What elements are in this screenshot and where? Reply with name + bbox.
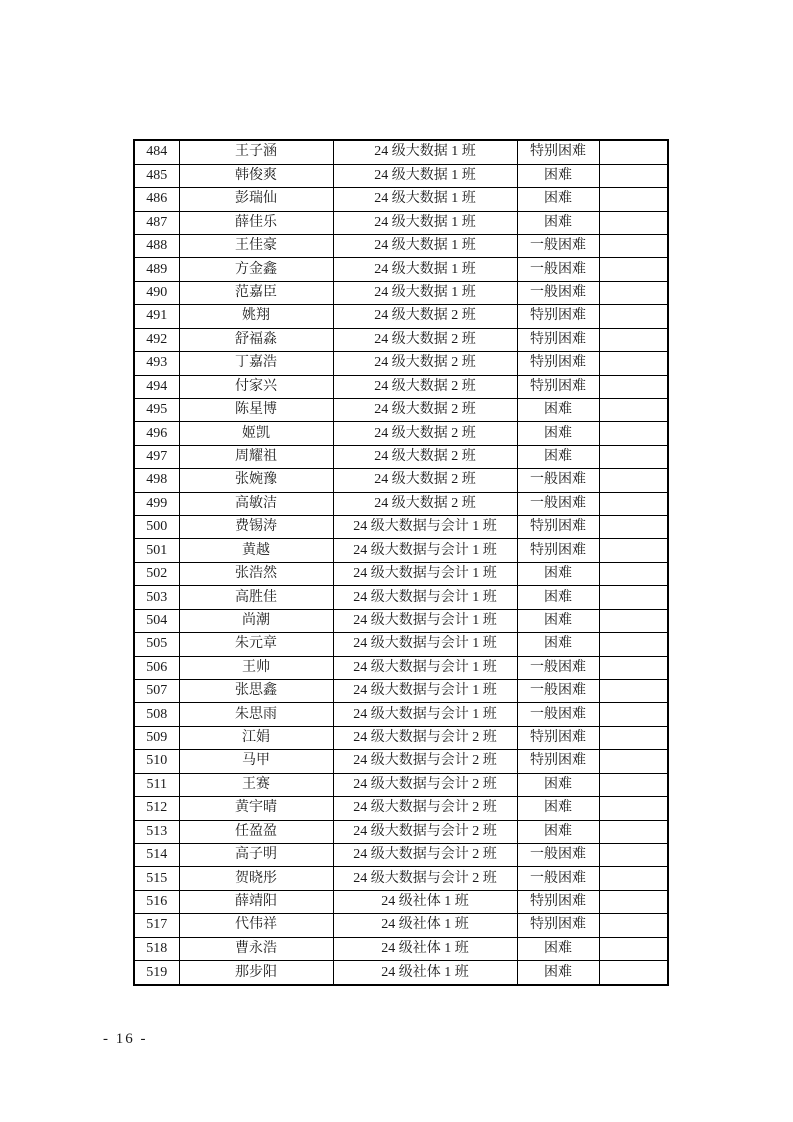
cell-difficulty-level: 困难 xyxy=(517,633,599,656)
table-row xyxy=(134,750,668,773)
cell-class-name: 24 级社体 1 班 xyxy=(333,914,517,937)
cell-serial-number: 509 xyxy=(134,726,179,749)
cell-note xyxy=(599,328,668,351)
cell-student-name: 任盈盈 xyxy=(179,820,333,843)
cell-student-name: 高敏洁 xyxy=(179,492,333,515)
cell-note xyxy=(599,890,668,913)
cell-serial-number: 484 xyxy=(134,140,179,164)
cell-serial-number: 517 xyxy=(134,914,179,937)
cell-class-name: 24 级大数据 1 班 xyxy=(333,258,517,281)
cell-difficulty-level: 困难 xyxy=(517,562,599,585)
table-row xyxy=(134,914,668,937)
cell-serial-number: 490 xyxy=(134,281,179,304)
cell-note xyxy=(599,539,668,562)
table-row xyxy=(134,352,668,375)
cell-class-name: 24 级社体 1 班 xyxy=(333,890,517,913)
cell-serial-number: 515 xyxy=(134,867,179,890)
table-row xyxy=(134,258,668,281)
cell-class-name: 24 级大数据 1 班 xyxy=(333,140,517,164)
table-row xyxy=(134,234,668,257)
cell-student-name: 陈星博 xyxy=(179,398,333,421)
cell-student-name: 王帅 xyxy=(179,656,333,679)
cell-note xyxy=(599,281,668,304)
cell-student-name: 江娟 xyxy=(179,726,333,749)
table-row xyxy=(134,188,668,211)
cell-note xyxy=(599,375,668,398)
cell-difficulty-level: 特别困难 xyxy=(517,516,599,539)
cell-class-name: 24 级大数据 1 班 xyxy=(333,164,517,187)
table-row xyxy=(134,656,668,679)
cell-student-name: 方金鑫 xyxy=(179,258,333,281)
cell-serial-number: 499 xyxy=(134,492,179,515)
cell-student-name: 丁嘉浩 xyxy=(179,352,333,375)
table-row xyxy=(134,843,668,866)
cell-student-name: 代伟祥 xyxy=(179,914,333,937)
table-row xyxy=(134,726,668,749)
cell-note xyxy=(599,211,668,234)
cell-difficulty-level: 特别困难 xyxy=(517,914,599,937)
cell-class-name: 24 级大数据与会计 2 班 xyxy=(333,820,517,843)
cell-note xyxy=(599,586,668,609)
cell-difficulty-level: 一般困难 xyxy=(517,281,599,304)
table-row xyxy=(134,703,668,726)
cell-note xyxy=(599,703,668,726)
table-row xyxy=(134,961,668,985)
cell-serial-number: 486 xyxy=(134,188,179,211)
cell-note xyxy=(599,140,668,164)
cell-serial-number: 500 xyxy=(134,516,179,539)
cell-serial-number: 510 xyxy=(134,750,179,773)
cell-class-name: 24 级大数据 2 班 xyxy=(333,305,517,328)
cell-difficulty-level: 困难 xyxy=(517,937,599,960)
cell-serial-number: 493 xyxy=(134,352,179,375)
cell-student-name: 周耀祖 xyxy=(179,445,333,468)
cell-note xyxy=(599,164,668,187)
cell-class-name: 24 级大数据与会计 1 班 xyxy=(333,539,517,562)
cell-student-name: 那步阳 xyxy=(179,961,333,985)
cell-class-name: 24 级大数据 2 班 xyxy=(333,398,517,421)
cell-difficulty-level: 一般困难 xyxy=(517,656,599,679)
cell-student-name: 韩俊爽 xyxy=(179,164,333,187)
cell-serial-number: 492 xyxy=(134,328,179,351)
cell-difficulty-level: 困难 xyxy=(517,398,599,421)
cell-class-name: 24 级大数据与会计 2 班 xyxy=(333,773,517,796)
cell-serial-number: 485 xyxy=(134,164,179,187)
cell-class-name: 24 级大数据与会计 1 班 xyxy=(333,609,517,632)
cell-difficulty-level: 一般困难 xyxy=(517,492,599,515)
cell-serial-number: 504 xyxy=(134,609,179,632)
cell-class-name: 24 级社体 1 班 xyxy=(333,961,517,985)
cell-class-name: 24 级大数据与会计 1 班 xyxy=(333,586,517,609)
cell-note xyxy=(599,843,668,866)
cell-difficulty-level: 困难 xyxy=(517,188,599,211)
table-row xyxy=(134,281,668,304)
cell-difficulty-level: 困难 xyxy=(517,445,599,468)
cell-difficulty-level: 特别困难 xyxy=(517,352,599,375)
cell-class-name: 24 级大数据 1 班 xyxy=(333,188,517,211)
cell-student-name: 尚潮 xyxy=(179,609,333,632)
cell-student-name: 贺晓彤 xyxy=(179,867,333,890)
cell-class-name: 24 级大数据 2 班 xyxy=(333,445,517,468)
cell-note xyxy=(599,726,668,749)
cell-note xyxy=(599,750,668,773)
cell-student-name: 王佳豪 xyxy=(179,234,333,257)
table-row xyxy=(134,633,668,656)
cell-difficulty-level: 特别困难 xyxy=(517,140,599,164)
cell-note xyxy=(599,352,668,375)
cell-note xyxy=(599,469,668,492)
cell-difficulty-level: 困难 xyxy=(517,422,599,445)
cell-student-name: 高子明 xyxy=(179,843,333,866)
table-row xyxy=(134,773,668,796)
cell-serial-number: 512 xyxy=(134,797,179,820)
cell-student-name: 黄越 xyxy=(179,539,333,562)
cell-difficulty-level: 一般困难 xyxy=(517,234,599,257)
cell-difficulty-level: 特别困难 xyxy=(517,375,599,398)
cell-class-name: 24 级社体 1 班 xyxy=(333,937,517,960)
cell-student-name: 费锡涛 xyxy=(179,516,333,539)
table-row xyxy=(134,164,668,187)
cell-student-name: 马甲 xyxy=(179,750,333,773)
cell-serial-number: 511 xyxy=(134,773,179,796)
cell-class-name: 24 级大数据与会计 1 班 xyxy=(333,656,517,679)
cell-serial-number: 487 xyxy=(134,211,179,234)
cell-student-name: 薛佳乐 xyxy=(179,211,333,234)
table-row xyxy=(134,609,668,632)
cell-class-name: 24 级大数据与会计 2 班 xyxy=(333,726,517,749)
cell-class-name: 24 级大数据 2 班 xyxy=(333,422,517,445)
cell-difficulty-level: 困难 xyxy=(517,211,599,234)
cell-note xyxy=(599,961,668,985)
table-row xyxy=(134,445,668,468)
table-row xyxy=(134,140,668,164)
cell-class-name: 24 级大数据 1 班 xyxy=(333,211,517,234)
cell-student-name: 彭瑞仙 xyxy=(179,188,333,211)
table-row xyxy=(134,422,668,445)
cell-serial-number: 503 xyxy=(134,586,179,609)
cell-note xyxy=(599,562,668,585)
cell-class-name: 24 级大数据 2 班 xyxy=(333,492,517,515)
cell-serial-number: 516 xyxy=(134,890,179,913)
cell-class-name: 24 级大数据与会计 2 班 xyxy=(333,750,517,773)
cell-class-name: 24 级大数据 2 班 xyxy=(333,328,517,351)
cell-difficulty-level: 特别困难 xyxy=(517,890,599,913)
table-row xyxy=(134,586,668,609)
cell-difficulty-level: 一般困难 xyxy=(517,469,599,492)
cell-student-name: 王子涵 xyxy=(179,140,333,164)
cell-serial-number: 494 xyxy=(134,375,179,398)
cell-note xyxy=(599,516,668,539)
cell-serial-number: 518 xyxy=(134,937,179,960)
cell-serial-number: 506 xyxy=(134,656,179,679)
cell-serial-number: 513 xyxy=(134,820,179,843)
cell-difficulty-level: 特别困难 xyxy=(517,750,599,773)
cell-class-name: 24 级大数据 2 班 xyxy=(333,352,517,375)
cell-difficulty-level: 一般困难 xyxy=(517,867,599,890)
table-row xyxy=(134,375,668,398)
cell-student-name: 朱元章 xyxy=(179,633,333,656)
cell-note xyxy=(599,398,668,421)
cell-class-name: 24 级大数据 2 班 xyxy=(333,375,517,398)
cell-serial-number: 501 xyxy=(134,539,179,562)
cell-student-name: 朱思雨 xyxy=(179,703,333,726)
table-row xyxy=(134,469,668,492)
cell-difficulty-level: 特别困难 xyxy=(517,328,599,351)
cell-difficulty-level: 困难 xyxy=(517,773,599,796)
cell-serial-number: 514 xyxy=(134,843,179,866)
cell-note xyxy=(599,609,668,632)
student-aid-table-body xyxy=(134,140,668,985)
cell-student-name: 范嘉臣 xyxy=(179,281,333,304)
cell-class-name: 24 级大数据与会计 1 班 xyxy=(333,633,517,656)
cell-difficulty-level: 特别困难 xyxy=(517,305,599,328)
cell-student-name: 付家兴 xyxy=(179,375,333,398)
cell-serial-number: 505 xyxy=(134,633,179,656)
table-row xyxy=(134,867,668,890)
table-row xyxy=(134,562,668,585)
cell-note xyxy=(599,305,668,328)
page-number: - 16 - xyxy=(103,1031,148,1047)
cell-note xyxy=(599,492,668,515)
table-row xyxy=(134,398,668,421)
cell-student-name: 黄宇晴 xyxy=(179,797,333,820)
table-row xyxy=(134,820,668,843)
table-row xyxy=(134,890,668,913)
cell-note xyxy=(599,679,668,702)
cell-class-name: 24 级大数据 2 班 xyxy=(333,469,517,492)
cell-serial-number: 507 xyxy=(134,679,179,702)
cell-note xyxy=(599,188,668,211)
cell-class-name: 24 级大数据与会计 2 班 xyxy=(333,797,517,820)
cell-note xyxy=(599,422,668,445)
cell-class-name: 24 级大数据与会计 2 班 xyxy=(333,867,517,890)
cell-student-name: 高胜佳 xyxy=(179,586,333,609)
cell-student-name: 姬凯 xyxy=(179,422,333,445)
cell-student-name: 舒福淼 xyxy=(179,328,333,351)
cell-serial-number: 502 xyxy=(134,562,179,585)
cell-difficulty-level: 困难 xyxy=(517,609,599,632)
cell-serial-number: 519 xyxy=(134,961,179,985)
cell-difficulty-level: 困难 xyxy=(517,164,599,187)
cell-difficulty-level: 一般困难 xyxy=(517,703,599,726)
cell-difficulty-level: 困难 xyxy=(517,820,599,843)
cell-serial-number: 497 xyxy=(134,445,179,468)
cell-difficulty-level: 困难 xyxy=(517,797,599,820)
cell-serial-number: 488 xyxy=(134,234,179,257)
cell-student-name: 张婉豫 xyxy=(179,469,333,492)
cell-class-name: 24 级大数据与会计 2 班 xyxy=(333,843,517,866)
table-row xyxy=(134,937,668,960)
cell-note xyxy=(599,914,668,937)
cell-student-name: 姚翔 xyxy=(179,305,333,328)
cell-note xyxy=(599,445,668,468)
cell-serial-number: 491 xyxy=(134,305,179,328)
cell-serial-number: 495 xyxy=(134,398,179,421)
cell-difficulty-level: 困难 xyxy=(517,961,599,985)
table-row xyxy=(134,516,668,539)
cell-note xyxy=(599,937,668,960)
cell-student-name: 张思鑫 xyxy=(179,679,333,702)
cell-note xyxy=(599,797,668,820)
cell-note xyxy=(599,820,668,843)
cell-serial-number: 508 xyxy=(134,703,179,726)
cell-class-name: 24 级大数据与会计 1 班 xyxy=(333,679,517,702)
table-row xyxy=(134,328,668,351)
cell-student-name: 薛靖阳 xyxy=(179,890,333,913)
cell-difficulty-level: 特别困难 xyxy=(517,726,599,749)
cell-difficulty-level: 困难 xyxy=(517,586,599,609)
table-row xyxy=(134,492,668,515)
cell-class-name: 24 级大数据 1 班 xyxy=(333,234,517,257)
table-row xyxy=(134,797,668,820)
cell-serial-number: 496 xyxy=(134,422,179,445)
cell-serial-number: 489 xyxy=(134,258,179,281)
cell-student-name: 张浩然 xyxy=(179,562,333,585)
cell-student-name: 王赛 xyxy=(179,773,333,796)
cell-note xyxy=(599,258,668,281)
cell-difficulty-level: 特别困难 xyxy=(517,539,599,562)
table-row xyxy=(134,211,668,234)
cell-note xyxy=(599,773,668,796)
cell-difficulty-level: 一般困难 xyxy=(517,843,599,866)
cell-class-name: 24 级大数据与会计 1 班 xyxy=(333,703,517,726)
cell-class-name: 24 级大数据与会计 1 班 xyxy=(333,562,517,585)
table-row xyxy=(134,305,668,328)
cell-class-name: 24 级大数据 1 班 xyxy=(333,281,517,304)
cell-note xyxy=(599,656,668,679)
cell-note xyxy=(599,867,668,890)
cell-note xyxy=(599,234,668,257)
cell-serial-number: 498 xyxy=(134,469,179,492)
table-row xyxy=(134,539,668,562)
cell-class-name: 24 级大数据与会计 1 班 xyxy=(333,516,517,539)
cell-student-name: 曹永浩 xyxy=(179,937,333,960)
table-row xyxy=(134,679,668,702)
cell-difficulty-level: 一般困难 xyxy=(517,258,599,281)
cell-note xyxy=(599,633,668,656)
student-aid-table xyxy=(133,139,669,986)
cell-difficulty-level: 一般困难 xyxy=(517,679,599,702)
